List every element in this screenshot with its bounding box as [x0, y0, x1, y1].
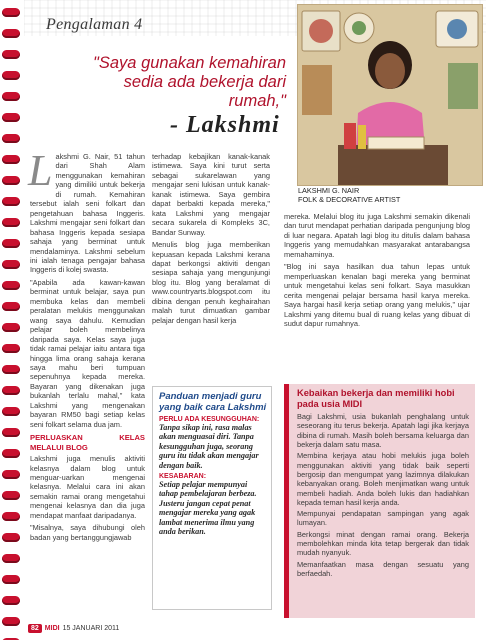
spiral-ring: [2, 554, 20, 563]
drop-cap: L: [28, 146, 53, 195]
spiral-ring: [2, 113, 20, 122]
spiral-ring: [2, 134, 20, 143]
spiral-ring: [2, 344, 20, 353]
benefit-paragraph: Bagi Lakshmi, usia bukanlah penghalang untuk seseorang itu terus bekerja. Apatah lagi jika kerjaya dibina di rumah. Masih boleh bersama keluarga dan bekerja dalam satu masa.: [297, 412, 469, 450]
article-paragraph: mereka. Melalui blog itu juga Lakshmi semakin dikenali dan turut mendapat perhatian daripada pengunjung blog di luar negara. Apatah lagi blog itu ditulis dalam bahasa Inggeris yang memudahkan masyarakat antarabangsa memahaminya.: [284, 212, 470, 259]
portrait-photo: [297, 4, 483, 186]
spiral-ring: [2, 533, 20, 542]
spiral-ring: [2, 50, 20, 59]
section-heading: Pengalaman 4: [46, 16, 143, 33]
tip-text: Tanpa sikap ini, rasa malas akan menguasai diri. Tanpa kesungguhan juga, seorang guru itu tidak akan mengajar dengan baik.: [159, 423, 259, 470]
spiral-ring: [2, 491, 20, 500]
spiral-ring: [2, 575, 20, 584]
tip-label: PERLU ADA KESUNGGUHAN:: [159, 416, 260, 423]
tips-box-title: Panduan menjadi guru yang baik cara Lakshmi: [159, 391, 267, 413]
tip-text: Setiap pelajar mempunyai tahap pembelajaran berbeza. Justeru jangan cepat penat mengajar mereka yang agak lambat menerima ilmu yang anda berikan.: [159, 480, 257, 537]
article-column-3: [284, 212, 470, 331]
benefit-paragraph: Mempunyai pendapatan sampingan yang agak lumayan.: [297, 509, 469, 528]
tips-box: [152, 386, 272, 610]
issue-date: 15 JANUARI 2011: [62, 625, 120, 632]
spiral-ring: [2, 8, 20, 17]
spiral-ring: [2, 218, 20, 227]
portrait-illustration: [298, 5, 482, 185]
caption-title: FOLK & DECORATIVE ARTIST: [298, 195, 401, 204]
spiral-ring: [2, 323, 20, 332]
spiral-ring: [2, 155, 20, 164]
spiral-ring: [2, 596, 20, 605]
article-column-1: [28, 146, 145, 545]
paragraph-text: akshmi G. Nair, 51 tahun dari Shah Alam menggunakan kemahiran yang dimiliki untuk bekerja di rumah. Kemahiran tersebut ialah seni folkart dan pengetahuan bahasa Inggeris. Lakshmi mengajar seni folkart dan bahasa Inggeris kepada sesiapa sahaja yang berminat untuk mendalaminya. Lakshmi sebelum ini ialah tenaga pengajar bahasa Inggeris di kolej swasta.: [30, 152, 145, 275]
benefits-box-title: Kebaikan bekerja dan memiliki hobi pada usia MIDI: [297, 388, 455, 409]
spiral-ring: [2, 92, 20, 101]
spiral-ring: [2, 29, 20, 38]
spiral-ring: [2, 449, 20, 458]
benefit-paragraph: Membina kerjaya atau hobi melukis juga boleh menggunakan aktiviti yang tidak baik seperti bergosip dan mengumpat yang lazimnya dilakukan kebanyakan orang. Boleh menjimatkan wang untuk membeli hadiah. Anda boleh lukis dan hadiahkan kepada teman hasil kerja anda.: [297, 451, 469, 507]
photo-caption: [298, 186, 400, 204]
article-paragraph: Menulis blog juga memberikan kepuasan kepada Lakshmi kerana dapat berkongsi aktiviti dengan sesiapa sahaja yang mengunjungi blog itu. Blog yang beralamat di www.countryarts.blogspot.com itu dibina dengan penuh keghairahan malah turut dimuatkan gambar pelajar dengan hasil kerja: [152, 240, 270, 325]
article-paragraph: [28, 146, 145, 275]
spiral-ring: [2, 281, 20, 290]
magazine-brand: MIDI: [44, 625, 60, 632]
spiral-ring: [2, 365, 20, 374]
pull-quote: "Saya gunakan kemahiran sedia ada bekerja dari rumah,": [93, 54, 286, 110]
article-paragraph: "Apabila ada kawan-kawan berminat untuk belajar, saya pun membuka kelas dan membeli peralatan melukis menggunakan wang saya dahulu. Kemudian pelajar boleh membelinya daripada saya. Kelas saya juga tidak ramai pelajar iaitu antara tiga hingga lima orang sahaja kerana saya mahu beri tumpuan sepenuhnya kepada mereka. Bayaran yang dikenakan juga bukanlah terlalu mahal," kata Lakshmi yang mengenakan bayaran RM50 bagi setiap kelas seni folkart selama dua jam.: [30, 277, 145, 429]
spiral-ring: [2, 176, 20, 185]
spiral-binding: [0, 0, 24, 640]
spiral-ring: [2, 428, 20, 437]
spiral-ring: [2, 302, 20, 311]
spiral-ring: [2, 407, 20, 416]
spiral-ring: [2, 512, 20, 521]
spiral-ring: [2, 470, 20, 479]
spiral-ring: [2, 239, 20, 248]
article-paragraph: "Blog ini saya hasilkan dua tahun lepas untuk memperluaskan kenalan bagi mereka yang berminat untuk mengetahui kelas seni folkart. Saya masukkan cerita mengenai pelajar bersama hasil karya mereka. Saya hargai hasil kerja setiap orang yang melukis," ujar Lakshmi yang ditemu bual di ruang kelas yang dibuat di sudut dapur rumahnya.: [284, 262, 470, 328]
quote-byline: - Lakshmi: [170, 112, 280, 138]
benefit-paragraph: Memanfaatkan masa dengan sesuatu yang berfaedah.: [297, 559, 469, 578]
page-number: 82: [28, 624, 42, 633]
caption-name: LAKSHMI G. NAIR: [298, 186, 360, 195]
benefit-paragraph: Berkongsi minat dengan ramai orang. Bekerja membolehkan minda kita tetap bergerak dan tidak mudah nyanyuk.: [297, 529, 469, 558]
tip-label: KESABARAN:: [159, 473, 207, 481]
article-paragraph: "Misalnya, saya dihubungi oleh badan yang bertanggungjawab: [30, 523, 145, 542]
benefits-box: [284, 384, 475, 618]
article-paragraph: Lakshmi juga menulis aktiviti kelasnya dalam blog untuk menguar-uarkan mengenai kelasnya. Melalui cara ini akan semakin ramai orang mengetahui mengenai kelasnya dan dia juga mendapat manfaat daripadanya.: [30, 454, 145, 520]
page-folio: [28, 624, 119, 633]
section-subheading: PERLUASKAN KELAS MELALUI BLOG: [30, 433, 145, 452]
benefits-box-text: [297, 412, 469, 578]
article-column-2: [152, 152, 270, 328]
article-paragraph: terhadap kebajikan kanak-kanak istimewa. Saya kini turut serta sebagai sukarelawan yang mengajar seni lukisan untuk kanak-kanak istimewa. Saya gembira dapat berbakti kepada mereka," kata Lakshmi yang mengajar secara sukarela di Kompleks 3C, Bandar Sunway.: [152, 152, 270, 237]
spiral-ring: [2, 197, 20, 206]
spiral-ring: [2, 386, 20, 395]
spiral-ring: [2, 71, 20, 80]
spiral-ring: [2, 617, 20, 626]
spiral-ring: [2, 260, 20, 269]
